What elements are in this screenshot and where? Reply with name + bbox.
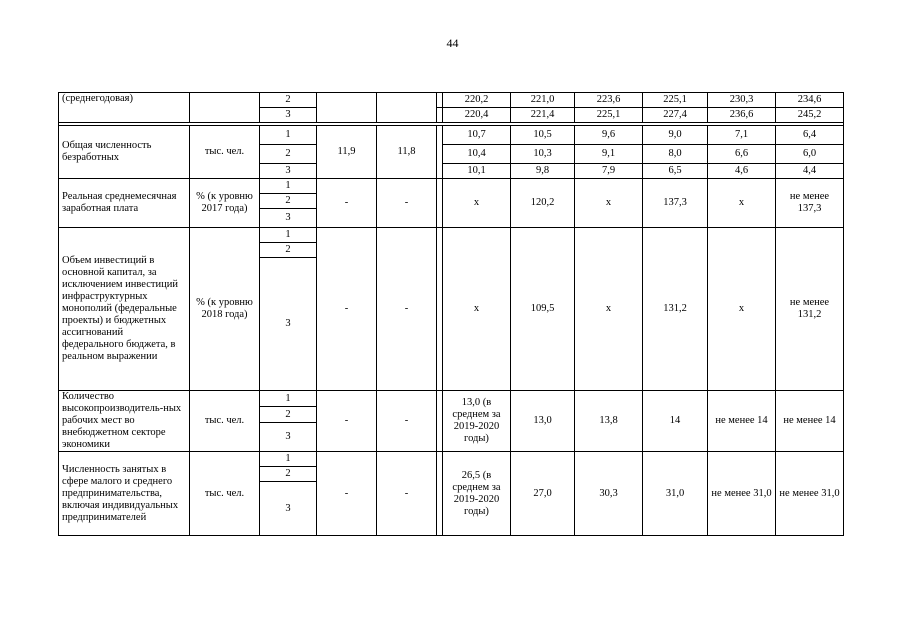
scenario-label: 2 — [260, 194, 317, 209]
scenario-label: 3 — [260, 108, 317, 123]
indicator-name: Общая численность безработных — [59, 126, 190, 179]
value-cell: 13,0 — [511, 391, 575, 452]
value-cell: x — [575, 179, 643, 228]
scenario-label: 3 — [260, 258, 317, 391]
value-cell: 137,3 — [643, 179, 708, 228]
scenario-label: 3 — [260, 423, 317, 452]
base-value-1: - — [317, 179, 377, 228]
scenario-label: 2 — [260, 93, 317, 108]
value-cell: 6,5 — [643, 164, 708, 179]
value-cell: x — [443, 228, 511, 391]
value-cell: 220,2 — [443, 93, 511, 108]
scenario-label: 1 — [260, 228, 317, 243]
scenario-label: 1 — [260, 452, 317, 467]
value-cell: 120,2 — [511, 179, 575, 228]
value-cell: 10,3 — [511, 145, 575, 164]
value-cell: 227,4 — [643, 108, 708, 123]
value-cell: 221,4 — [511, 108, 575, 123]
scenario-label: 3 — [260, 482, 317, 536]
value-cell: не менее 31,0 — [776, 452, 844, 536]
value-cell: 6,4 — [776, 126, 844, 145]
value-cell: 4,6 — [708, 164, 776, 179]
scenario-label: 2 — [260, 243, 317, 258]
table-row — [59, 179, 844, 194]
indicator-name: Объем инвестиций в основной капитал, за исключением инвестиций инфраструктурных монополий (федеральные проекты) и бюджетных ассигнований федерального бюджета, в реальном выражении — [59, 228, 190, 391]
value-cell: 220,4 — [443, 108, 511, 123]
indicator-name: Численность занятых в сфере малого и среднего предпринимательства, включая индивидуальных предпринимателей — [59, 452, 190, 536]
indicator-name: Реальная среднемесячная заработная плата — [59, 179, 190, 228]
table-row — [59, 228, 844, 243]
unit-cell: тыс. чел. — [190, 126, 260, 179]
indicators-table — [58, 92, 844, 536]
base-value-2: 11,8 — [377, 126, 437, 179]
value-cell: x — [443, 179, 511, 228]
value-cell: 14 — [643, 391, 708, 452]
value-cell: 225,1 — [575, 108, 643, 123]
scenario-label: 2 — [260, 407, 317, 423]
value-cell: 225,1 — [643, 93, 708, 108]
scenario-label: 3 — [260, 209, 317, 228]
unit-cell: тыс. чел. — [190, 452, 260, 536]
value-cell: 6,6 — [708, 145, 776, 164]
value-cell: 9,8 — [511, 164, 575, 179]
page-number: 44 — [446, 36, 459, 50]
value-cell: 234,6 — [776, 93, 844, 108]
value-cell: не менее 131,2 — [776, 228, 844, 391]
value-cell: 10,5 — [511, 126, 575, 145]
value-cell: 10,1 — [443, 164, 511, 179]
scenario-label: 2 — [260, 145, 317, 164]
value-cell: 9,1 — [575, 145, 643, 164]
value-cell: 8,0 — [643, 145, 708, 164]
value-cell: 27,0 — [511, 452, 575, 536]
value-cell: 10,7 — [443, 126, 511, 145]
scenario-label: 1 — [260, 391, 317, 407]
table-row — [59, 93, 844, 108]
base-value-1: - — [317, 391, 377, 452]
base-value-2: - — [377, 228, 437, 391]
value-cell: 31,0 — [643, 452, 708, 536]
indicator-name: (среднегодовая) — [59, 93, 190, 123]
table-row — [59, 391, 844, 407]
value-cell: 236,6 — [708, 108, 776, 123]
value-cell: 9,6 — [575, 126, 643, 145]
value-cell: 221,0 — [511, 93, 575, 108]
unit-cell: тыс. чел. — [190, 391, 260, 452]
value-cell: 6,0 — [776, 145, 844, 164]
base-value-1 — [317, 93, 377, 123]
scenario-label: 1 — [260, 126, 317, 145]
value-cell: не менее 137,3 — [776, 179, 844, 228]
value-cell: x — [575, 228, 643, 391]
value-cell: не менее 14 — [708, 391, 776, 452]
value-cell: 10,4 — [443, 145, 511, 164]
value-cell: не менее 31,0 — [708, 452, 776, 536]
base-value-2: - — [377, 452, 437, 536]
scenario-label: 2 — [260, 467, 317, 482]
value-cell: 30,3 — [575, 452, 643, 536]
value-cell: x — [708, 228, 776, 391]
indicator-name: Количество высокопроизводитель-ных рабочих мест во внебюджетном секторе экономики — [59, 391, 190, 452]
unit-cell: % (к уровню 2018 года) — [190, 228, 260, 391]
base-value-1: - — [317, 452, 377, 536]
value-cell: 230,3 — [708, 93, 776, 108]
scenario-label: 1 — [260, 179, 317, 194]
value-cell: не менее 14 — [776, 391, 844, 452]
table-row — [59, 126, 844, 145]
unit-cell — [190, 93, 260, 123]
base-value-2: - — [377, 179, 437, 228]
base-value-2 — [377, 93, 437, 123]
unit-cell: % (к уровню 2017 года) — [190, 179, 260, 228]
value-cell: 26,5 (в среднем за 2019-2020 годы) — [443, 452, 511, 536]
base-value-2: - — [377, 391, 437, 452]
value-cell: 223,6 — [575, 93, 643, 108]
value-cell: 7,1 — [708, 126, 776, 145]
value-cell: 7,9 — [575, 164, 643, 179]
value-cell: 109,5 — [511, 228, 575, 391]
value-cell: 13,0 (в среднем за 2019-2020 годы) — [443, 391, 511, 452]
value-cell: 131,2 — [643, 228, 708, 391]
value-cell: 13,8 — [575, 391, 643, 452]
base-value-1: - — [317, 228, 377, 391]
base-value-1: 11,9 — [317, 126, 377, 179]
table-row — [59, 452, 844, 467]
value-cell: 245,2 — [776, 108, 844, 123]
value-cell: 9,0 — [643, 126, 708, 145]
value-cell: 4,4 — [776, 164, 844, 179]
value-cell: x — [708, 179, 776, 228]
scenario-label: 3 — [260, 164, 317, 179]
